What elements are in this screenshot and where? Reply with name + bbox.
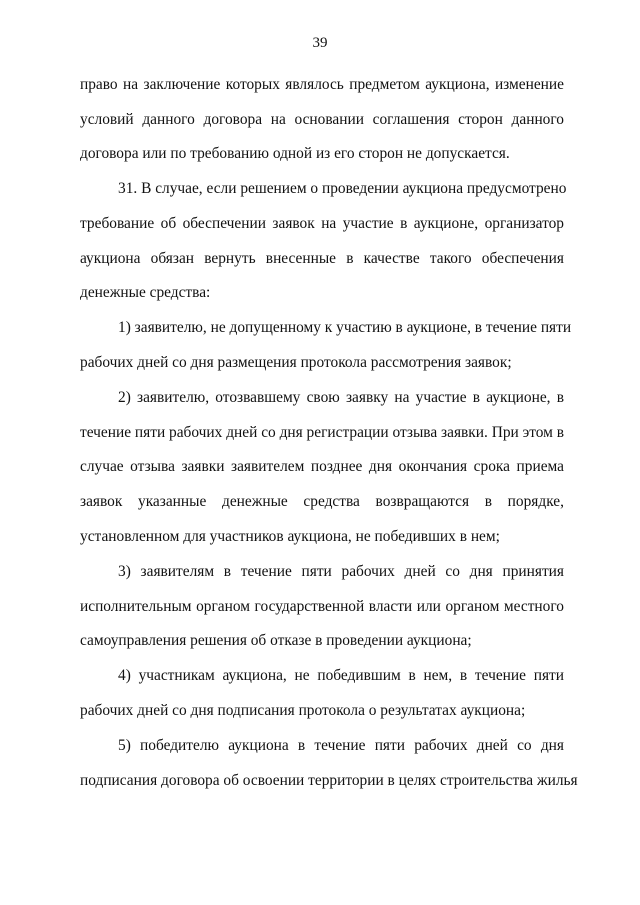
text-line: исполнительным органом государственной власти или органом местного — [80, 598, 564, 615]
text-line: право на заключение которых являлось предметом аукциона, изменение — [80, 76, 564, 93]
text-line: установленном для участников аукциона, не победивших в нем; — [80, 528, 500, 545]
text-line: аукциона обязан вернуть внесенные в качестве такого обеспечения — [80, 250, 564, 267]
list-item-5-first-line: 5) победителю аукциона в течение пяти рабочих дней со дня — [118, 737, 564, 754]
list-item-3-first-line: 3) заявителям в течение пяти рабочих дней со дня принятия — [118, 563, 564, 580]
text-line: течение пяти рабочих дней со дня регистрации отзыва заявки. При этом в — [80, 424, 564, 441]
text-line: рабочих дней со дня размещения протокола рассмотрения заявок; — [80, 354, 512, 371]
text-line: денежные средства: — [80, 284, 211, 301]
text-line: заявок указанные денежные средства возвращаются в порядке, — [80, 493, 564, 510]
list-item-4-first-line: 4) участникам аукциона, не победившим в нем, в течение пяти — [118, 667, 564, 684]
text-line: условий данного договора на основании соглашения сторон данного — [80, 111, 564, 128]
text-line: рабочих дней со дня подписания протокола о результатах аукциона; — [80, 702, 526, 719]
text-line: договора или по требованию одной из его сторон не допускается. — [80, 145, 510, 162]
text-line: требование об обеспечении заявок на участие в аукционе, организатор — [80, 215, 564, 232]
list-item-1-first-line: 1) заявителю, не допущенному к участию в аукционе, в течение пяти — [118, 319, 572, 336]
text-line: случае отзыва заявки заявителем позднее дня окончания срока приема — [80, 458, 564, 475]
page-number: 39 — [312, 35, 328, 51]
text-line: подписания договора об освоении территории в целях строительства жилья — [80, 772, 578, 789]
paragraph-31-first-line: 31. В случае, если решением о проведении аукциона предусмотрено — [118, 180, 567, 197]
list-item-2-first-line: 2) заявителю, отозвавшему свою заявку на участие в аукционе, в — [118, 389, 564, 406]
text-line: самоуправления решения об отказе в проведении аукциона; — [80, 632, 472, 649]
